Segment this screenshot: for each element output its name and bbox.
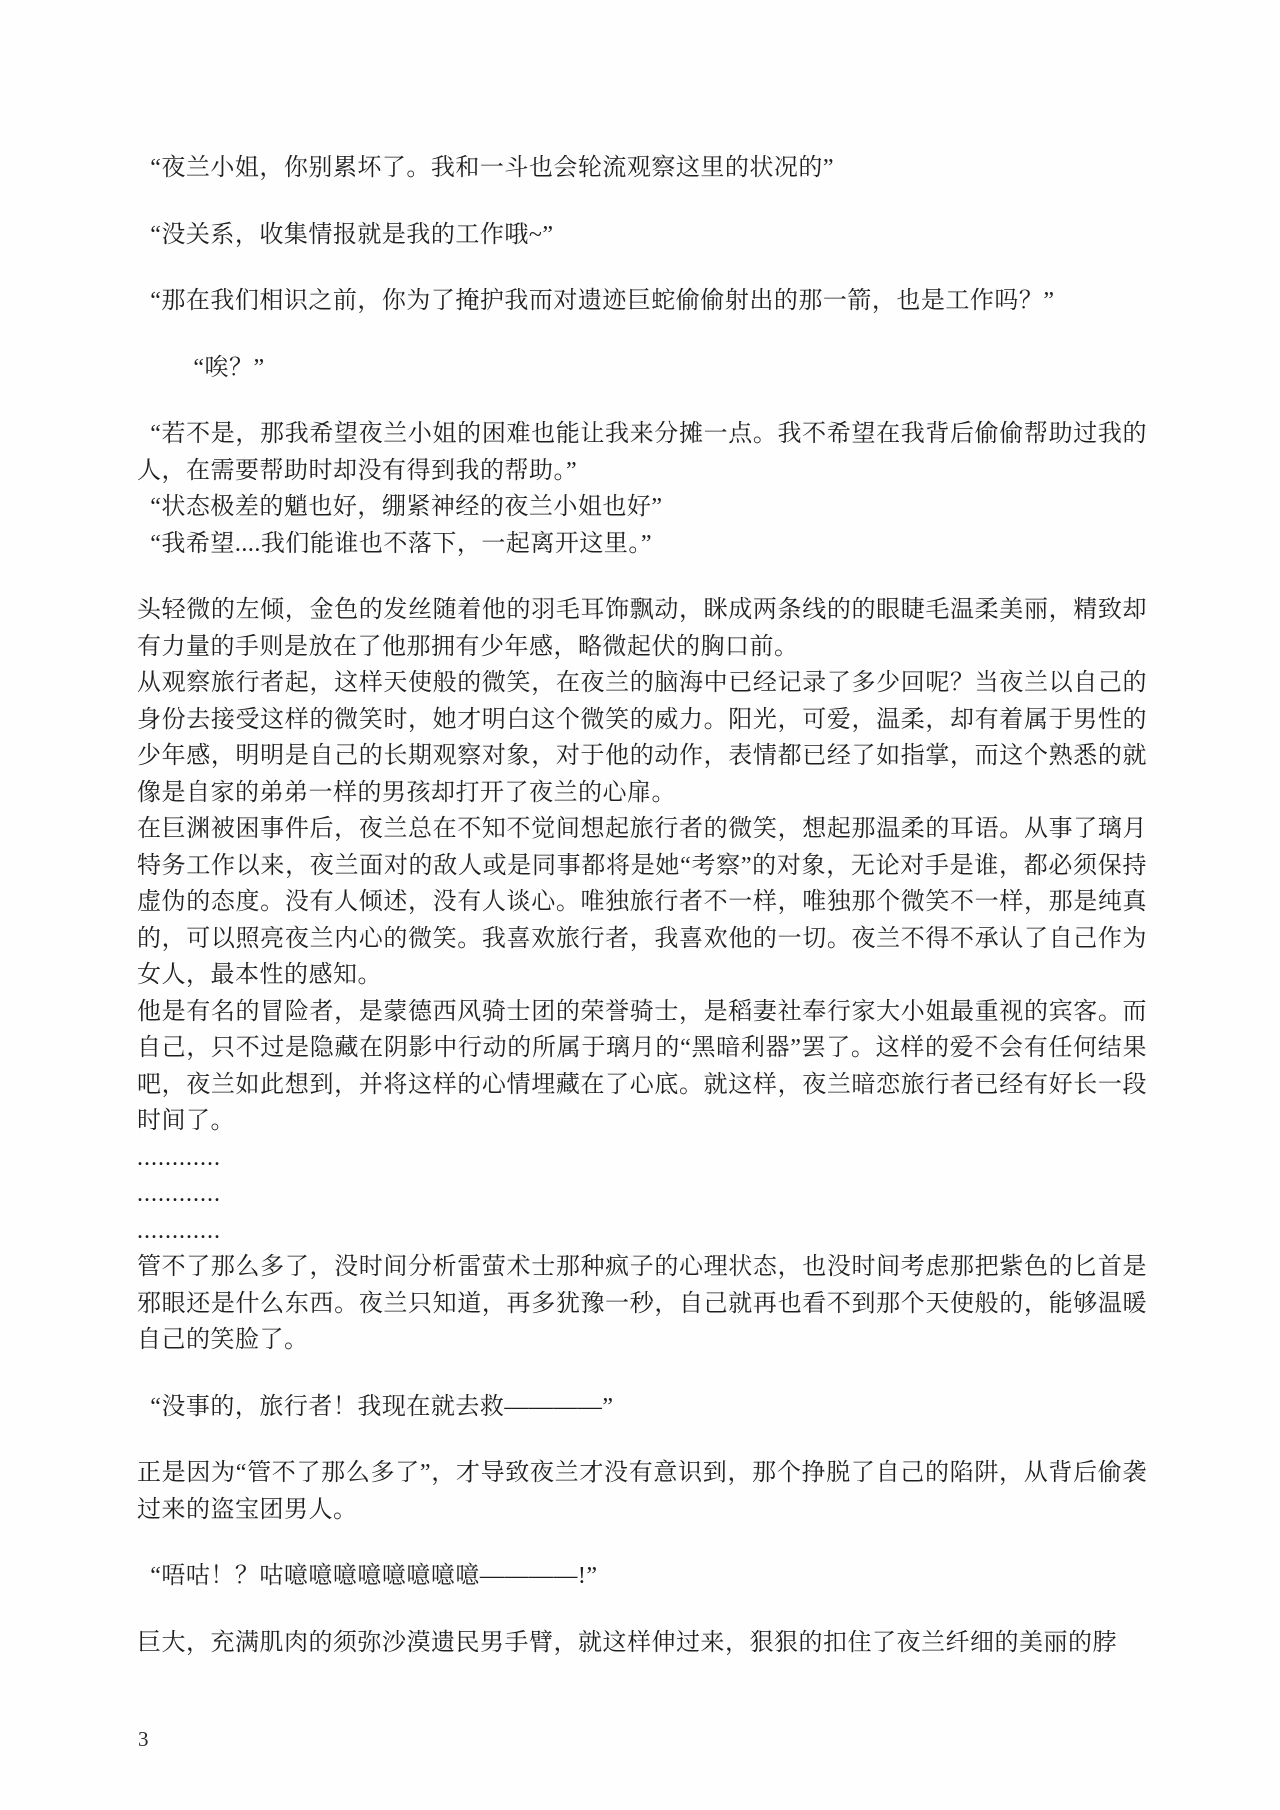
dialogue-line-9: “唔咕！？咕噫噫噫噫噫噫噫噫————!” [150, 1563, 598, 1589]
dialogue-line-7: “我希望....我们能谁也不落下，一起离开这里。” [150, 530, 652, 557]
page-number: 3 [138, 1727, 149, 1751]
dialogue-line-4: “唉？” [193, 354, 265, 381]
narrative-paragraph-3: 在巨渊被困事件后，夜兰总在不知不觉间想起旅行者的微笑，想起那温柔的耳语。从事了璃月特务工作以来，夜兰面对的敌人或是同事都将是她“考察”的对象，无论对手是谁，都必须保持虚伪的态度。没有人倾述，没有人谈心。唯独旅行者不一样，唯独那个微笑不一样，那是纯真的，可以照亮夜兰内心的微笑。我喜欢旅行者，我喜欢他的一切。夜兰不得不承认了自己作为女人，最本性的感知。 [137, 816, 1147, 988]
narrative-paragraph-6: 正是因为“管不了那么多了”，才导致夜兰才没有意识到，那个挣脱了自己的陷阱，从背后偷袭过来的盗宝团男人。 [137, 1460, 1147, 1523]
narrative-paragraph-1: 头轻微的左倾，金色的发丝随着他的羽毛耳饰飘动，眯成两条线的的眼睫毛温柔美丽，精致却有力量的手则是放在了他那拥有少年感，略微起伏的胸口前。 [137, 597, 1147, 660]
narrative-paragraph-2: 从观察旅行者起，这样天使般的微笑，在夜兰的脑海中已经记录了多少回呢？当夜兰以自己的身份去接受这样的微笑时，她才明白这个微笑的威力。阳光，可爱，温柔，却有着属于男性的少年感，明明是自己的长期观察对象，对于他的动作，表情都已经了如指掌，而这个熟悉的就像是自家的弟弟一样的男孩却打开了夜兰的心扉。 [137, 670, 1147, 806]
dialogue-line-5: “若不是，那我希望夜兰小姐的困难也能让我来分摊一点。我不希望在我背后偷偷帮助过我的人，在需要帮助时却没有得到我的帮助。” [137, 421, 1147, 484]
dialogue-line-1: “夜兰小姐，你别累坏了。我和一斗也会轮流观察这里的状况的” [150, 155, 834, 181]
narrative-paragraph-4: 他是有名的冒险者，是蒙德西风骑士团的荣誉骑士，是稻妻社奉行家大小姐最重视的宾客。而自己，只不过是隐藏在阴影中行动的所属于璃月的“黑暗利器”罢了。这样的爱不会有任何结果吧，夜兰如此想到，并将这样的心情埋藏在了心底。就这样，夜兰暗恋旅行者已经有好长一段时间了。 [137, 998, 1147, 1134]
dialogue-line-8: “没事的，旅行者！我现在就去救————” [150, 1393, 614, 1420]
ellipsis-line-1: ............ [137, 1144, 221, 1171]
page-footer [138, 1724, 149, 1754]
narrative-paragraph-5: 管不了那么多了，没时间分析雷萤术士那种疯子的心理状态，也没时间考虑那把紫色的匕首是邪眼还是什么东西。夜兰只知道，再多犹豫一秒，自己就再也看不到那个天使般的，能够温暖自己的笑脸了。 [137, 1254, 1147, 1353]
dialogue-line-6: “状态极差的魈也好，绷紧神经的夜兰小姐也好” [150, 494, 663, 520]
dialogue-line-2: “没关系，收集情报就是我的工作哦~” [150, 221, 554, 248]
ellipsis-line-3: ............ [137, 1217, 221, 1244]
narrative-paragraph-7: 巨大，充满肌肉的须弥沙漠遗民男手臂，就这样伸过来，狠狠的扣住了夜兰纤细的美丽的脖 [137, 1629, 1117, 1656]
ellipsis-line-2: ............ [137, 1181, 221, 1207]
dialogue-line-3: “那在我们相识之前，你为了掩护我而对遗迹巨蛇偷偷射出的那一箭，也是工作吗？” [150, 288, 1055, 314]
page-text-block [137, 150, 1147, 1661]
